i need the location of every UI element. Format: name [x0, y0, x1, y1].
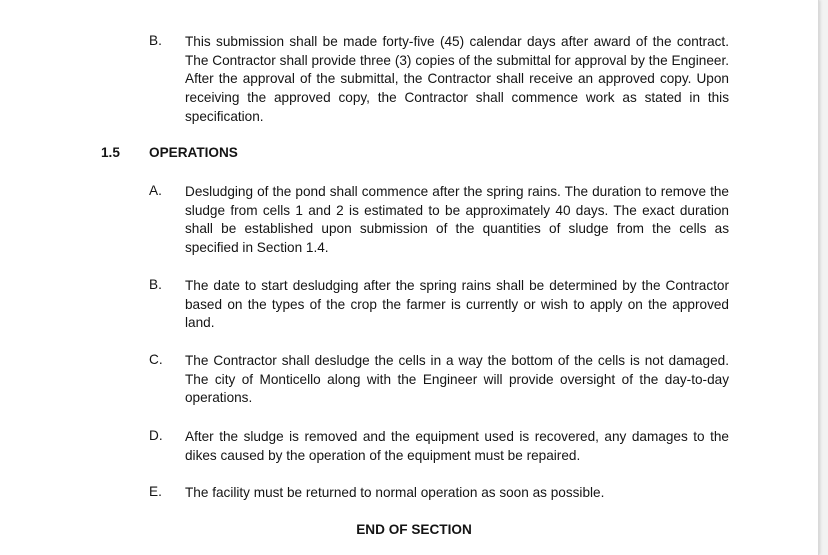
list-marker: A. [149, 183, 162, 198]
end-of-section-label: END OF SECTION [356, 522, 472, 537]
list-marker: B. [149, 33, 162, 48]
prior-list-item-b [149, 33, 729, 127]
list-marker: C. [149, 352, 163, 367]
list-item-d [149, 428, 729, 465]
list-item-c [149, 352, 729, 408]
section-title: OPERATIONS [149, 145, 238, 160]
list-item-b [149, 277, 729, 333]
list-item-text: The facility must be returned to normal operation as soon as possible. [185, 485, 605, 500]
list-item-text: Desludging of the pond shall commence after the spring rains. The duration to remove the sludge from cells 1 and 2 is estimated to be approximately 40 days. The exact duration shall be established upon submission of the quantities of sludge from the cells as specified in Section 1.4. [185, 184, 729, 256]
list-marker: B. [149, 277, 162, 292]
list-item-text: The Contractor shall desludge the cells in a way the bottom of the cells is not damaged. The city of Monticello along with the Engineer will provide oversight of the day-to-day operations. [185, 353, 729, 406]
list-item-text: After the sludge is removed and the equipment used is recovered, any damages to the dikes caused by the operation of the equipment must be repaired. [185, 429, 729, 463]
list-item-e [149, 484, 729, 503]
list-marker: D. [149, 428, 163, 443]
list-item-a [149, 183, 729, 258]
section-number: 1.5 [101, 145, 120, 160]
list-item-text: The date to start desludging after the spring rains shall be determined by the Contractor based on the types of the crop the farmer is currently or wish to apply on the approved land. [185, 278, 729, 331]
list-item-text: This submission shall be made forty-five (45) calendar days after award of the contract. The Contractor shall provide three (3) copies of the submittal for approval by the Engineer. After the approval of the submittal, the Contractor shall receive an approved copy. Upon receiving the approved copy, the Contractor shall commence work as stated in this specification. [185, 34, 729, 124]
list-marker: E. [149, 484, 162, 499]
